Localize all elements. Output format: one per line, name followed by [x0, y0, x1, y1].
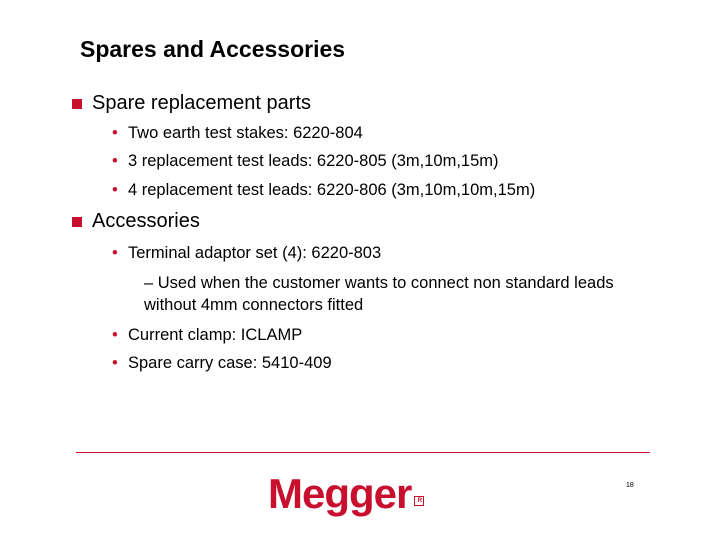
sub-list-item-label: Used when the customer wants to connect non standard leads without 4mm connectors fitted	[144, 274, 614, 314]
list-item-label: 4 replacement test leads: 6220-806 (3m,10m,10m,15m)	[128, 181, 536, 199]
list-item-label: Two earth test stakes: 6220-804	[128, 124, 363, 142]
bullet-icon: •	[112, 354, 118, 372]
list-item	[112, 326, 302, 345]
list-item-label: 3 replacement test leads: 6220-805 (3m,10m,15m)	[128, 152, 499, 170]
page-number: 18	[626, 482, 634, 489]
list-item-label: Spare carry case: 5410-409	[128, 354, 332, 372]
list-item-label: Terminal adaptor set (4): 6220-803	[128, 244, 382, 262]
square-bullet-icon	[72, 217, 82, 227]
sub-list-item	[144, 272, 614, 316]
list-item	[112, 181, 535, 200]
list-item	[112, 244, 381, 263]
section-heading-label: Spare replacement parts	[92, 92, 312, 114]
slide-title: Spares and Accessories	[80, 36, 346, 62]
megger-logo	[268, 470, 424, 518]
section-heading-spare-parts	[72, 92, 311, 115]
list-item	[112, 124, 363, 143]
bullet-icon: •	[112, 124, 118, 142]
section-heading-label: Accessories	[92, 210, 200, 232]
list-item	[112, 152, 499, 171]
logo-text: Megger	[268, 470, 412, 517]
dash-bullet-icon: –	[144, 274, 158, 292]
bullet-icon: •	[112, 152, 118, 170]
bullet-icon: •	[112, 244, 118, 262]
square-bullet-icon	[72, 99, 82, 109]
section-heading-accessories	[72, 210, 200, 233]
registered-mark-icon: R	[414, 496, 424, 506]
bullet-icon: •	[112, 326, 118, 344]
bullet-icon: •	[112, 181, 118, 199]
list-item	[112, 354, 332, 373]
list-item-label: Current clamp: ICLAMP	[128, 326, 303, 344]
footer-divider	[76, 452, 650, 453]
